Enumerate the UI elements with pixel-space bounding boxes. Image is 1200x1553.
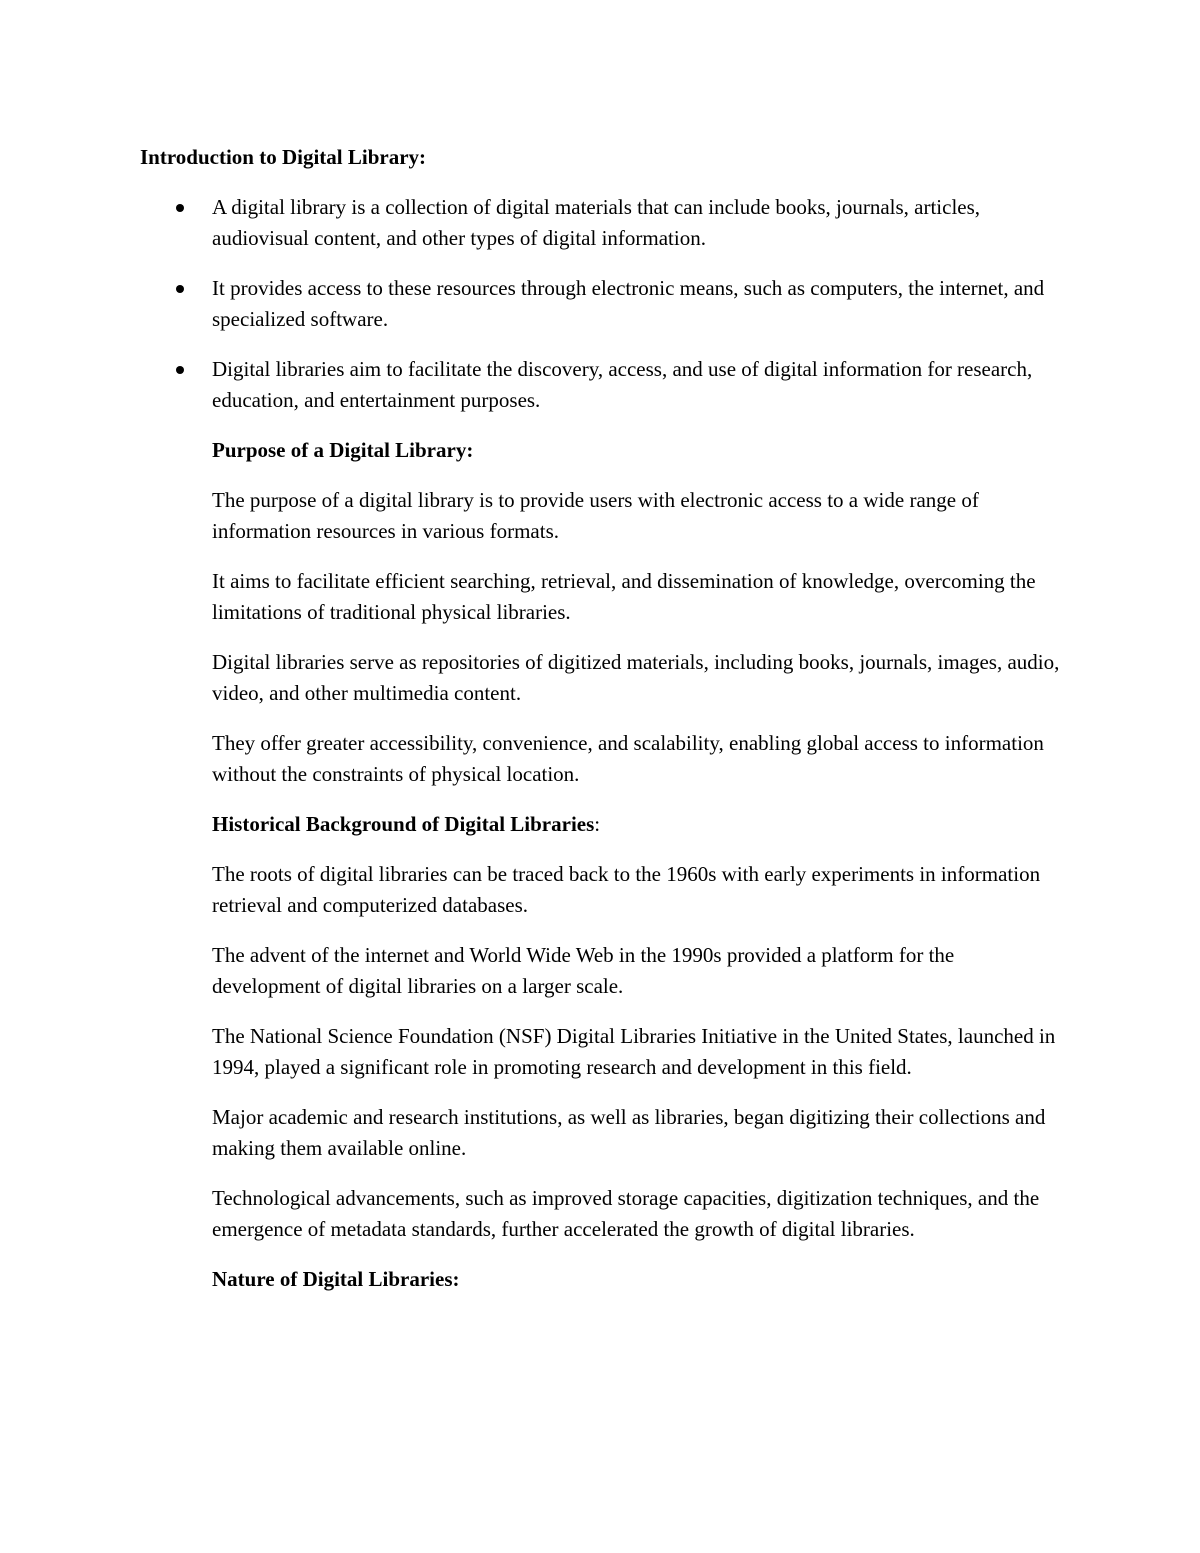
- list-item: [140, 192, 1065, 254]
- section-heading-history: [212, 809, 1065, 840]
- paragraph: Major academic and research institutions, as well as libraries, began digitizing their collections and making them available online.: [212, 1105, 1046, 1160]
- purpose-section: [140, 435, 1065, 790]
- section-heading-history-colon: :: [594, 812, 601, 836]
- paragraph: The advent of the internet and World Wide Web in the 1990s provided a platform for the development of digital libraries on a larger scale.: [212, 943, 955, 998]
- list-item-text: It provides access to these resources through electronic means, such as computers, the internet, and specialized software.: [212, 276, 1045, 331]
- section-heading-nature: Nature of Digital Libraries:: [212, 1267, 460, 1291]
- document-body: [140, 142, 1065, 1314]
- nature-section: [140, 1264, 1065, 1295]
- list-item-text: Digital libraries aim to facilitate the discovery, access, and use of digital information for research, education, and entertainment purposes.: [212, 357, 1033, 412]
- bullet-icon: [176, 285, 184, 293]
- bullet-icon: [176, 366, 184, 374]
- list-item: [140, 273, 1065, 335]
- document-title: Introduction to Digital Library:: [140, 145, 427, 169]
- history-section: [140, 809, 1065, 1245]
- paragraph: They offer greater accessibility, convenience, and scalability, enabling global access to information without the constraints of physical location.: [212, 731, 1044, 786]
- list-item: [140, 354, 1065, 416]
- paragraph: The purpose of a digital library is to provide users with electronic access to a wide range of information resources in various formats.: [212, 488, 979, 543]
- section-heading-history-text: Historical Background of Digital Libraries: [212, 812, 595, 836]
- paragraph: It aims to facilitate efficient searching, retrieval, and dissemination of knowledge, overcoming the limitations of traditional physical libraries.: [212, 569, 1036, 624]
- bullet-icon: [176, 204, 184, 212]
- list-item-text: A digital library is a collection of digital materials that can include books, journals, articles, audiovisual content, and other types of digital information.: [212, 195, 981, 250]
- paragraph: The roots of digital libraries can be traced back to the 1960s with early experiments in information retrieval and computerized databases.: [212, 862, 1041, 917]
- paragraph: Digital libraries serve as repositories of digitized materials, including books, journals, images, audio, video, and other multimedia content.: [212, 650, 1060, 705]
- section-heading-purpose: Purpose of a Digital Library:: [212, 438, 474, 462]
- paragraph: The National Science Foundation (NSF) Digital Libraries Initiative in the United States, launched in 1994, played a significant role in promoting research and development in this field.: [212, 1024, 1056, 1079]
- paragraph: Technological advancements, such as improved storage capacities, digitization techniques, and the emergence of metadata standards, further accelerated the growth of digital libraries.: [212, 1186, 1040, 1241]
- intro-bullet-list: [140, 192, 1065, 416]
